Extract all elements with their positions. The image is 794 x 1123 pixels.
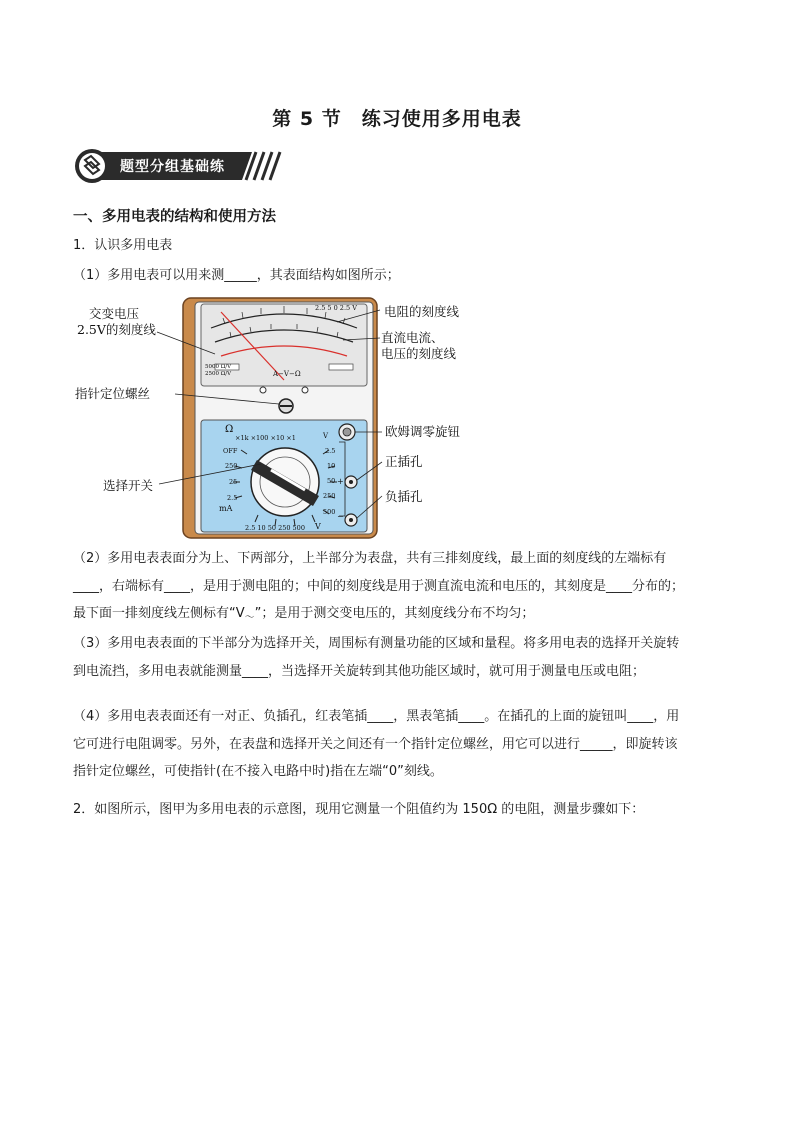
- rating-1: 5000 Ω/V: [205, 364, 232, 370]
- v-symbol: V: [323, 432, 329, 440]
- label-ac-scale: 交变电压: [89, 306, 140, 321]
- right-mark-1: 10: [327, 462, 336, 470]
- label-dc-scale-2: 电压的刻度线: [381, 346, 457, 361]
- label-pos-jack: 正插孔: [385, 454, 423, 469]
- left-mark-1: 25: [229, 478, 238, 486]
- q3-line-a: （3）多用电表表面的下半部分为选择开关，周围标有测量功能的区域和量程。将多用电表的选择开关旋转: [73, 636, 680, 651]
- question-1-1: （1）多用电表可以用来测_____，其表面结构如图所示；: [73, 268, 400, 283]
- item-2: 2．如图所示，图甲为多用电表的示意图，现用它测量一个阻值约为 150Ω 的电阻，测量步骤如下：: [73, 802, 645, 817]
- q2-line-b: ____，右端标有____，是用于测电阻的；中间的刻度线是用于测直流电流和电压的，其刻度是____分布的；: [73, 578, 685, 594]
- right-mark-3: 250: [323, 492, 336, 500]
- question-1-4: [73, 703, 725, 786]
- question-1-2: [73, 545, 725, 632]
- item-1: 1．认识多用电表: [73, 238, 173, 253]
- left-mark-2: 2.5: [227, 494, 238, 502]
- right-mark-2: 50: [327, 477, 336, 485]
- q2-line-a: （2）多用电表表面分为上、下两部分，上半部分为表盘，共有三排刻度线，最上面的刻度线的左端标有: [73, 551, 667, 566]
- label-selector: 选择开关: [103, 478, 154, 493]
- dial-model: A−V−Ω: [273, 370, 301, 378]
- ohm-zero-knob: [339, 424, 355, 440]
- banner-label: 题型分组基础练: [120, 159, 225, 175]
- q4-line-a: （4）多用电表表面还有一对正、负插孔，红表笔插____，黑表笔插____。在插孔的上面的旋钮叫____，用: [73, 709, 680, 724]
- ma-label: mA: [219, 504, 233, 513]
- plus-sign: +: [337, 477, 344, 486]
- q2-line-c: 最下面一排刻度线左侧标有“$V_\sim$”；是用于测交变电压的，其刻度线分布不均匀；: [73, 606, 535, 624]
- label-neg-jack: 负插孔: [385, 489, 423, 504]
- right-mark-0: 2.5: [325, 447, 336, 455]
- q4-line-c: 指针定位螺丝，可使指针(在不接入电路中时)指在左端“0”刻线。: [73, 764, 443, 779]
- bottom-marks: 2.5 10 50 250 500: [245, 524, 305, 532]
- vac-symbol: V: [315, 522, 321, 531]
- off-mark: OFF: [223, 447, 238, 455]
- label-ohm-scale: 电阻的刻度线: [384, 304, 460, 319]
- minus-sign: −: [337, 512, 344, 521]
- question-1-3: [73, 630, 725, 685]
- ohm-ranges: ×1k ×100 ×10 ×1: [235, 434, 296, 442]
- section-heading: 一、多用电表的结构和使用方法: [73, 209, 276, 225]
- q3-line-b: 到电流挡，多用电表就能测量____，当选择开关旋转到其他功能区域时，就可用于测量电压或电阻；: [73, 663, 646, 679]
- label-ohm-knob: 欧姆调零旋钮: [385, 424, 461, 439]
- right-mark-4: 500: [323, 508, 336, 516]
- vac-symbol-inline: $V_\sim$: [235, 606, 255, 624]
- rating-2: 2500 Ω/V: [205, 371, 232, 377]
- dial-top-scale: 2.5 5 0 2.5 V: [315, 304, 357, 312]
- label-ac-scale-2: 2.5V的刻度线: [77, 322, 156, 337]
- multimeter-figure: [75, 292, 475, 542]
- q4-line-b: 它可进行电阻调零。另外，在表盘和选择开关之间还有一个指针定位螺丝，用它可以进行_____，即旋转该: [73, 736, 678, 752]
- label-dc-scale: 直流电流、: [381, 330, 444, 345]
- page-title: 第 5 节 练习使用多用电表: [272, 108, 522, 130]
- label-zero-screw: 指针定位螺丝: [75, 386, 151, 401]
- ohm-symbol: Ω: [225, 424, 234, 435]
- left-mark-0: 250: [225, 462, 238, 470]
